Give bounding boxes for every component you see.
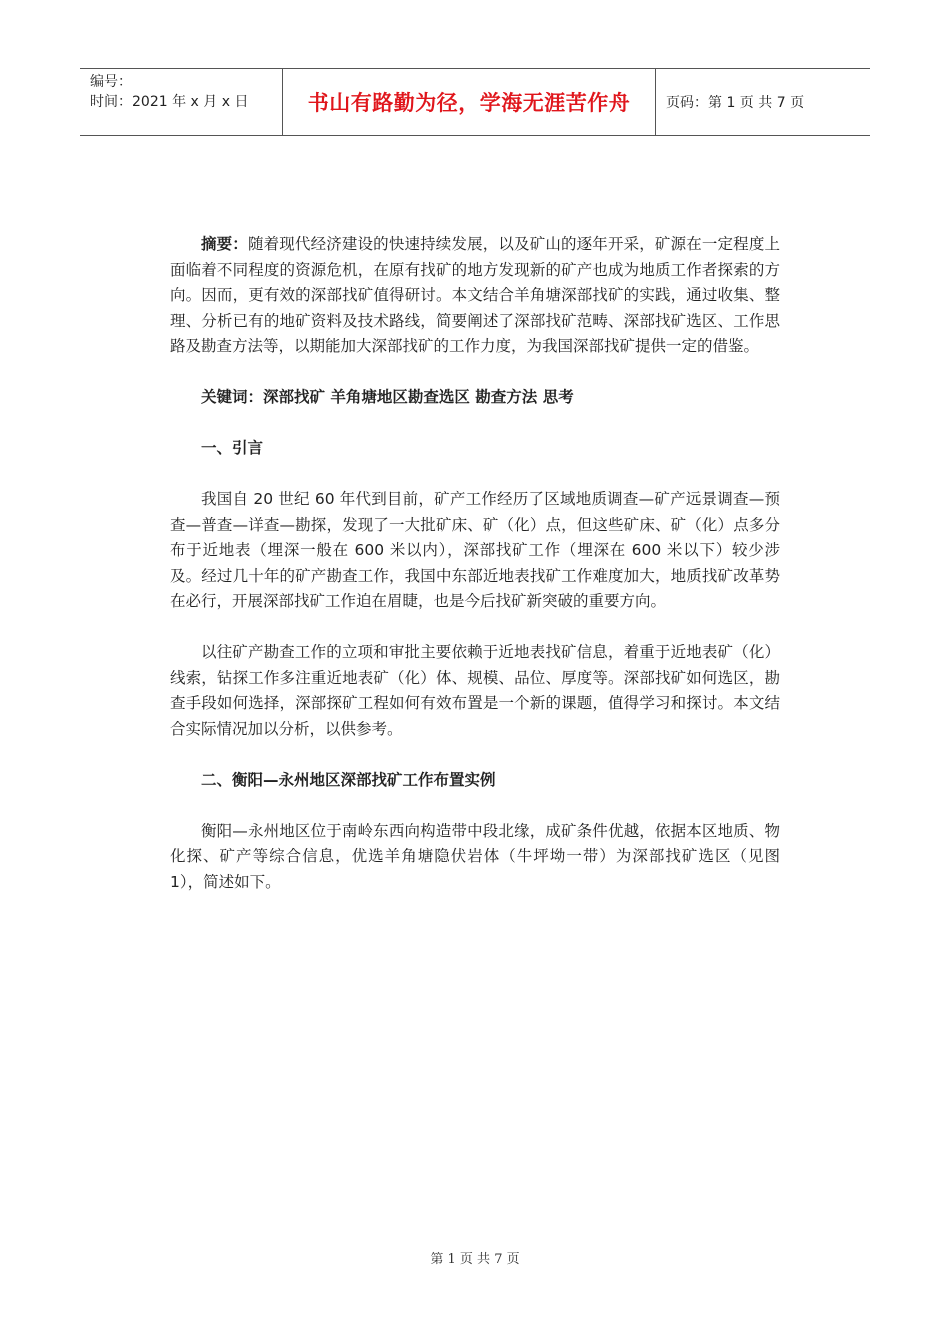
document-body — [170, 232, 780, 895]
keywords-line: 关键词：深部找矿 羊角塘地区勘查选区 勘查方法 思考 — [201, 388, 574, 406]
page-footer: 第 1 页 共 7 页 — [430, 1252, 520, 1267]
abstract-text: 随着现代经济建设的快速持续发展，以及矿山的逐年开采，矿源在一定程度上面临着不同程度的资源危机，在原有找矿的地方发现新的矿产也成为地质工作者探索的方向。因而，更有效的深部找矿值得研讨。本文结合羊角塘深部找矿的实践，通过收集、整理、分析已有的地矿资料及技术路线，简要阐述了深部找矿范畴、深部找矿选区、工作思路及勘查方法等，以期能加大深部找矿的工作力度，为我国深部找矿提供一定的借鉴。 — [170, 235, 780, 355]
section-2-paragraph-1: 衡阳—永州地区位于南岭东西向构造带中段北缘，成矿条件优越，依据本区地质、物化探、矿产等综合信息，优选羊角塘隐伏岩体（牛坪坳一带）为深部找矿选区（见图 1），简述如下。 — [170, 821, 780, 891]
header-meta — [80, 69, 282, 135]
section-1-paragraph-2: 以往矿产勘查工作的立项和审批主要依赖于近地表找矿信息，着重于近地表矿（化）线索，钻探工作多注重近地表矿（化）体、规模、品位、厚度等。深部找矿如何选区，勘查手段如何选择，深部探矿工程如何有效布置是一个新的课题，值得学习和探讨。本文结合实际情况加以分析，以供参考。 — [170, 643, 780, 738]
section-2-heading: 二、衡阳—永州地区深部找矿工作布置实例 — [201, 770, 496, 789]
document-date: 时间：2021 年 x 月 x 日 — [90, 94, 249, 110]
section-1-paragraph-1: 我国自 20 世纪 60 年代到目前，矿产工作经历了区域地质调查—矿产远景调查—预查—普查—详查—勘探，发现了一大批矿床、矿（化）点，但这些矿床、矿（化）点多分布于近地表（埋深一般在 600 米以内），深部找矿工作（埋深在 600 米以下）较少涉及。经过几十年的矿产勘查工作，我国中东部近地表找矿工作难度加大，地质找矿改革势在必行，开展深部找矿工作迫在眉睫，也是今后找矿新突破的重要方向。 — [170, 490, 780, 610]
section-1-heading: 一、引言 — [201, 439, 264, 457]
abstract-label: 摘要： — [201, 235, 248, 253]
document-number-label: 编号： — [90, 74, 132, 90]
page-header — [80, 68, 870, 136]
header-page-code: 页码：第 1 页 共 7 页 — [666, 95, 805, 111]
header-motto: 书山有路勤为径，学海无涯苦作舟 — [282, 69, 656, 135]
abstract-paragraph — [170, 232, 780, 360]
